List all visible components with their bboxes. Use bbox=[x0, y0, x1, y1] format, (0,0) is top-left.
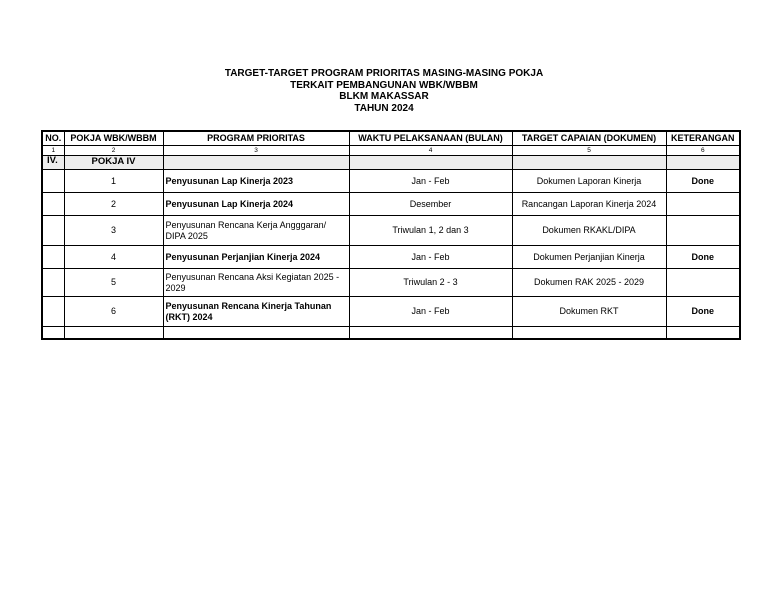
row-keterangan bbox=[666, 216, 740, 246]
header-target: TARGET CAPAIAN (DOKUMEN) bbox=[512, 131, 666, 146]
row-waktu: Triwulan 2 - 3 bbox=[349, 269, 512, 297]
header-pokja: POKJA WBK/WBBM bbox=[64, 131, 163, 146]
column-number: 2 bbox=[64, 146, 163, 156]
group-empty-cell bbox=[349, 156, 512, 170]
group-label: POKJA IV bbox=[64, 156, 163, 170]
row-pokja: 4 bbox=[64, 246, 163, 269]
table-row bbox=[42, 269, 740, 297]
row-target: Dokumen RKAKL/DIPA bbox=[512, 216, 666, 246]
row-no-cell bbox=[42, 297, 64, 327]
empty-row bbox=[42, 327, 740, 340]
header-row bbox=[42, 131, 740, 146]
column-number: 3 bbox=[163, 146, 349, 156]
row-keterangan bbox=[666, 193, 740, 216]
row-waktu: Desember bbox=[349, 193, 512, 216]
row-waktu: Jan - Feb bbox=[349, 246, 512, 269]
column-number: 6 bbox=[666, 146, 740, 156]
row-target: Dokumen Laporan Kinerja bbox=[512, 170, 666, 193]
row-program: Penyusunan Rencana Kerja Angggaran/ DIPA 2025 bbox=[163, 216, 349, 246]
table-row bbox=[42, 246, 740, 269]
empty-cell bbox=[512, 327, 666, 340]
column-number: 5 bbox=[512, 146, 666, 156]
column-number-row bbox=[42, 146, 740, 156]
group-empty-cell bbox=[512, 156, 666, 170]
empty-cell bbox=[163, 327, 349, 340]
title-line-3: BLKM MAKASSAR bbox=[339, 91, 429, 102]
row-pokja: 6 bbox=[64, 297, 163, 327]
row-waktu: Triwulan 1, 2 dan 3 bbox=[349, 216, 512, 246]
row-no-cell bbox=[42, 269, 64, 297]
group-empty-cell bbox=[666, 156, 740, 170]
empty-cell bbox=[666, 327, 740, 340]
row-no-cell bbox=[42, 246, 64, 269]
row-pokja: 3 bbox=[64, 216, 163, 246]
table-row bbox=[42, 216, 740, 246]
title-line-1: TARGET-TARGET PROGRAM PRIORITAS MASING-MASING POKJA bbox=[224, 68, 544, 79]
header-waktu: WAKTU PELAKSANAAN (BULAN) bbox=[349, 131, 512, 146]
priority-program-table bbox=[41, 130, 741, 340]
row-program: Penyusunan Lap Kinerja 2023 bbox=[163, 170, 349, 193]
row-no-cell bbox=[42, 216, 64, 246]
header-keterangan: KETERANGAN bbox=[666, 131, 740, 146]
row-program: Penyusunan Rencana Aksi Kegiatan 2025 - 2029 bbox=[163, 269, 349, 297]
title-line-4: TAHUN 2024 bbox=[354, 102, 414, 114]
group-empty-cell bbox=[163, 156, 349, 170]
row-program: Penyusunan Perjanjian Kinerja 2024 bbox=[163, 246, 349, 269]
row-pokja: 2 bbox=[64, 193, 163, 216]
table-row bbox=[42, 170, 740, 193]
row-waktu: Jan - Feb bbox=[349, 297, 512, 327]
row-keterangan bbox=[666, 269, 740, 297]
empty-cell bbox=[64, 327, 163, 340]
row-keterangan: Done bbox=[666, 297, 740, 327]
group-row bbox=[42, 156, 740, 170]
row-no-cell bbox=[42, 193, 64, 216]
row-waktu: Jan - Feb bbox=[349, 170, 512, 193]
row-target: Rancangan Laporan Kinerja 2024 bbox=[512, 193, 666, 216]
title-line-2: TERKAIT PEMBANGUNAN WBK/WBBM bbox=[290, 79, 478, 91]
header-program: PROGRAM PRIORITAS bbox=[163, 131, 349, 146]
row-pokja: 5 bbox=[64, 269, 163, 297]
document-title bbox=[0, 68, 768, 114]
group-number: IV. bbox=[42, 156, 64, 170]
row-keterangan: Done bbox=[666, 246, 740, 269]
row-target: Dokumen Perjanjian Kinerja bbox=[512, 246, 666, 269]
row-target: Dokumen RAK 2025 - 2029 bbox=[512, 269, 666, 297]
column-number: 4 bbox=[349, 146, 512, 156]
row-pokja: 1 bbox=[64, 170, 163, 193]
row-program: Penyusunan Lap Kinerja 2024 bbox=[163, 193, 349, 216]
column-number: 1 bbox=[42, 146, 64, 156]
empty-cell bbox=[349, 327, 512, 340]
row-program: Penyusunan Rencana Kinerja Tahunan (RKT) 2024 bbox=[163, 297, 349, 327]
table-row bbox=[42, 297, 740, 327]
row-keterangan: Done bbox=[666, 170, 740, 193]
row-target: Dokumen RKT bbox=[512, 297, 666, 327]
empty-cell bbox=[42, 327, 64, 340]
header-no: NO. bbox=[42, 131, 64, 146]
table-row bbox=[42, 193, 740, 216]
row-no-cell bbox=[42, 170, 64, 193]
